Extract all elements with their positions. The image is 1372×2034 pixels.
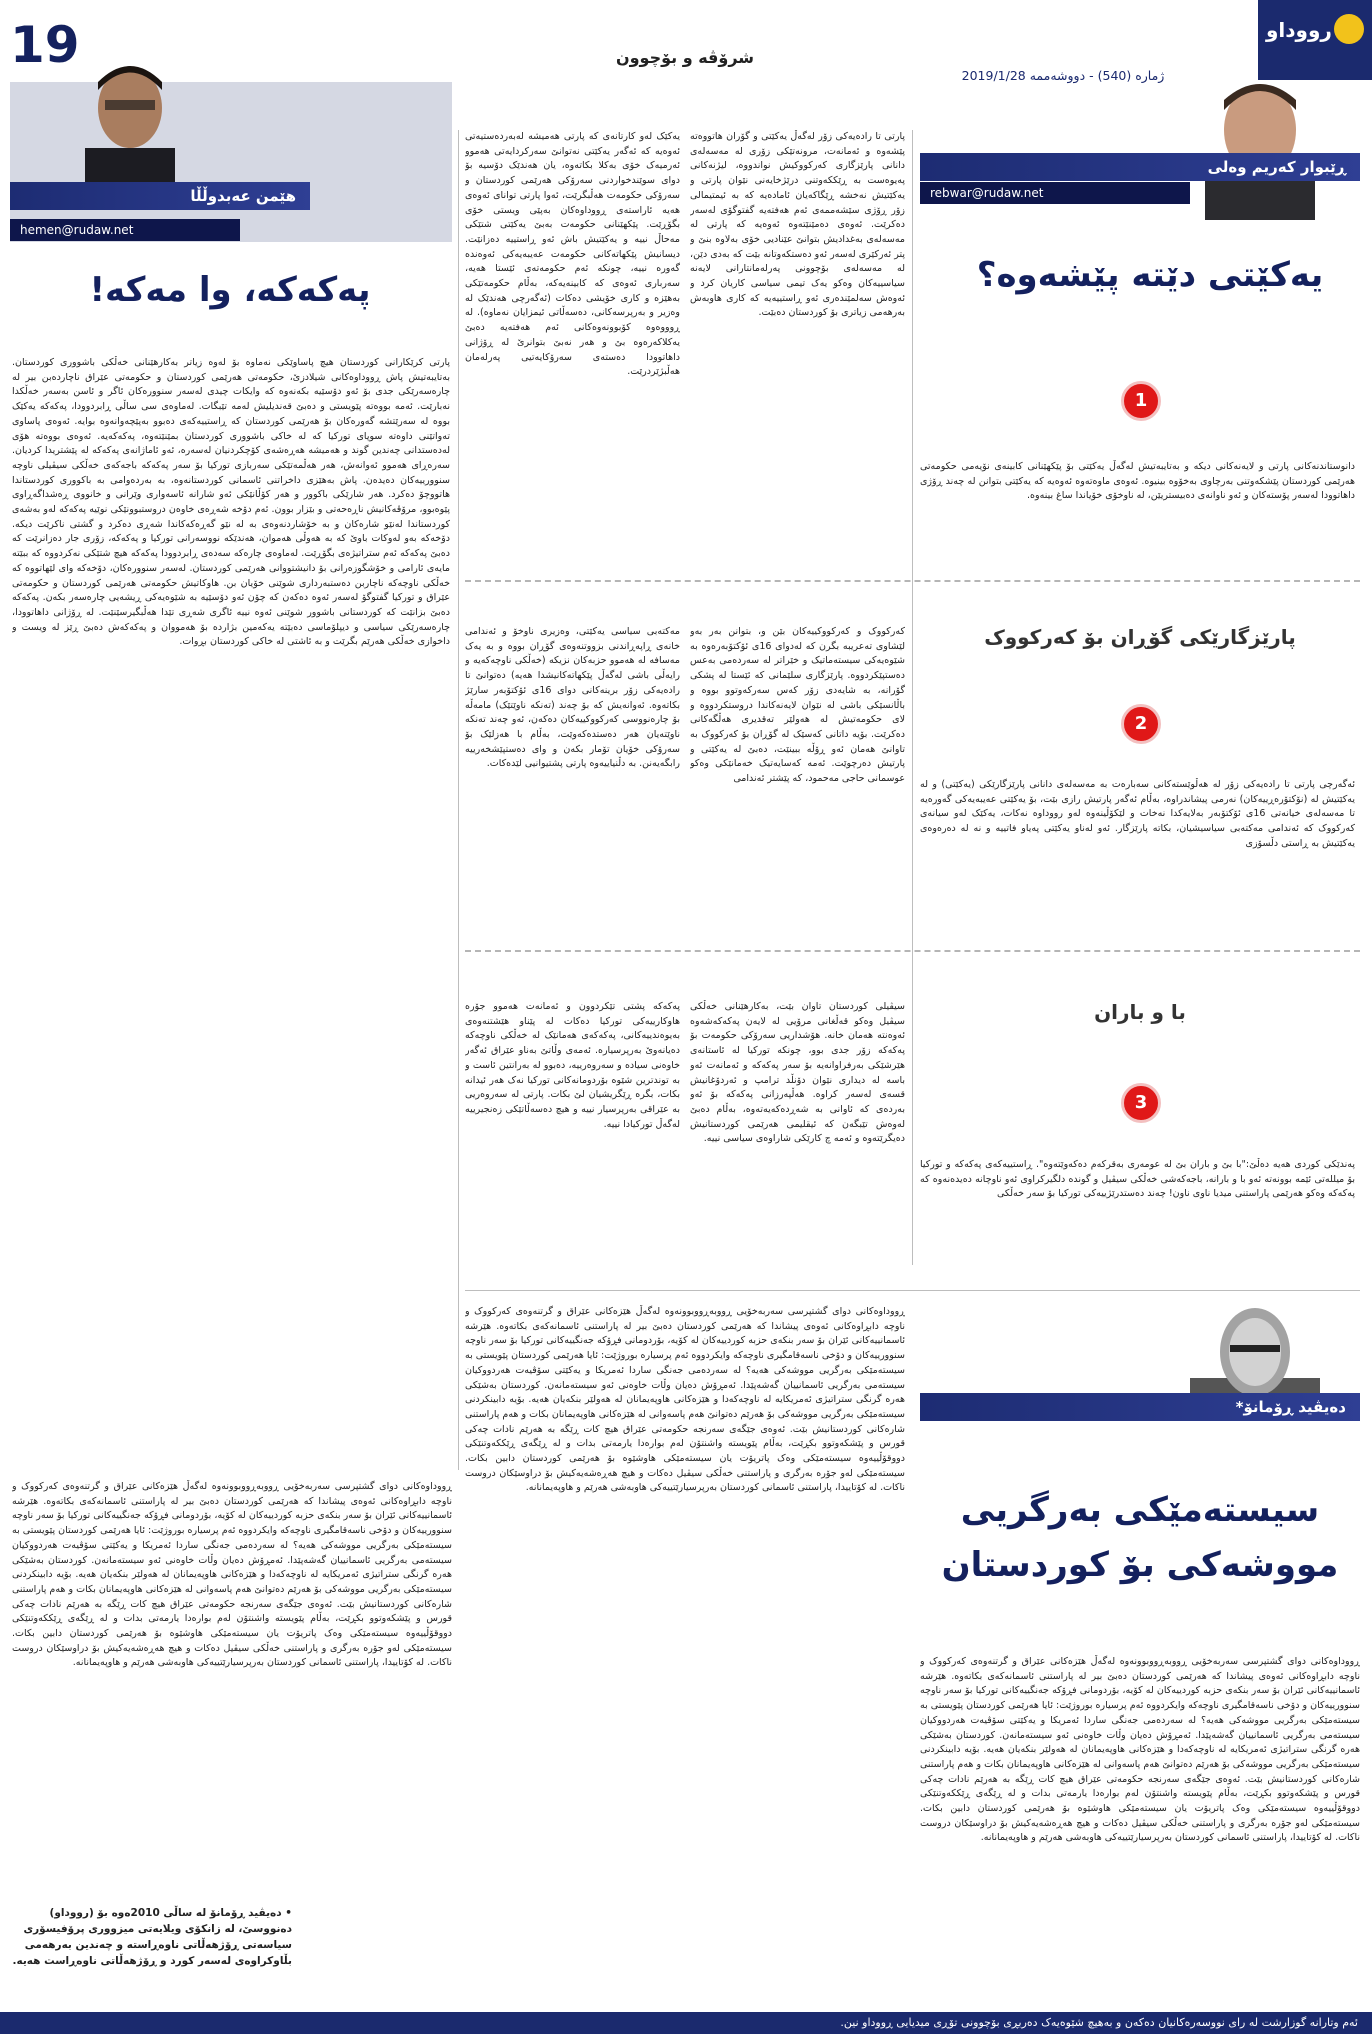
bottom-article-body-left: ڕووداوەکانی دوای گشتپرسی سەربەخۆیی ڕووبەڕووبوونەوە لەگەڵ هێزەکانی عێراق و گرتنەوەی کەرکووک و ناوچە دابڕاوەکانی ئەوەی پیشاندا کە هەرێمی کوردستان دەبێ بیر لە پاراستنی ئاسمانەکەی بکاتەوە. هێرشە ئاسمانییەکانی ئێران بۆ سەر بنکەی حزبە کوردییەکان لە کۆیە، بۆردومانی فڕۆکە جەنگییەکانی تورکیا بۆ سەر ناوچە سنوورییەکان و دۆخی ناسەقامگیری ناوچەکە وایکردووە ئەم پرسیارە بوروژێت: ئایا هەرێمی کوردستان پێویستی بە سیستەمێکی بەرگریی مووشەکی هەیە؟ لە سەردەمی جەنگی ساردا ئەمریکا و یەکێتی سۆڤیەت هەردووکیان سیستەمی بەرگریی ئاسمانییان گەشەپێدا. ئەمڕۆش دەیان وڵات خاوەنی ئەو سیستەمانەن. کوردستان بەشێکی هەرە گرنگی ستراتیژی ئەمریکایە لە ناوچەکەدا و هێزەکانی هاوپەیمانان لە هەولێر بنکەیان هەیە. بۆیە دابینکردنی سیستەمێکی بەرگریی مووشەکی بۆ هەرێم دەتوانێ هەم پاسەوانی لە هێزەکانی هاوپەیمانان بکات و هەم پاراستنی شارەکانی کوردستانیش بێت. ئەوەی جێگەی سەرنجە حکومەتی عێراق هیچ کات ڕێگە بە هەرێم نادات چەکی قورس و پێشکەوتوو بکڕێت، بەڵام پێویستە واشنتۆن لەم بوارەدا یارمەتی بدات و لە ڕێگەی ڕێککەوتنێکی دووقۆڵییەوە سیستەمێکی وەک پاتریۆت یان سیستەمێکی هاوشێوە بۆ هەرێمی کوردستان دابین بکات. سیستەمێکی لەو جۆرە بەرگری و پاراستنی خەڵکی سیڤیل دەکات و هیچ هەڕەشەیەکیش بۆ دراوسێکان دروست ناکات. لە کۆتاییدا، پاراستنی ئاسمانی کوردستان بەرپرسیارێتییەکی هاوبەشی هەرێم و هاوپەیمانانە. xyxy=(12,1481,452,1669)
section-number-2: 2 xyxy=(1121,704,1161,744)
divider xyxy=(465,950,1360,952)
author-email-bar-main xyxy=(920,182,1190,204)
section2-heading: پارێزگارێکی گۆڕان بۆ کەرکووک xyxy=(984,625,1296,649)
section-number-3: 3 xyxy=(1121,1083,1161,1123)
section3-heading: با و باران xyxy=(1094,1000,1186,1024)
divider xyxy=(465,580,1360,582)
left-article-body: پارتی کرێکارانی کوردستان هیچ پاساوێکی نەماوە بۆ لەوە زیاتر بەکارهێنانی خەڵکی باشووری کوردستان. بەتایبەتیش پاش ڕووداوەکانی شیلادزێ، حکومەتی هەرێمی کوردستان و حکومەتی عێراق ناچاردەبن بیر لە چارەسەرێکی جدی بۆ ئەو دۆسێیە بکەنەوە کە وایکات چیدی لەسەر سنوورەکان ئاگر و ئاسن بەسەر خەڵکدا نەبارێت. ئەمە بووەتە پێویستی و دەبێ قەندیلیش لەمە تێبگات. لەماوەی سی ساڵی ڕابردوودا، پەکەکە یەکێک بووە لە سەرێتشە گەورەکان بۆ هەرێمی کوردستان کە ڕاستییەکەی دەبوو بەپێچەوانەوە بوایە. ئەوەی پاساوی تەواتێنی داوەتە سوپای تورکیا کە لە خاکی باشووری کوردستان بمێنێتەوە، پەکەکەیە. ئەوەی بووەتە هۆی لەدەستدانی چەندین گوند و هەمیشە هەڕەشەی کۆچکردنیان لەسەرە، ئەو ئاماژانەی پەکەکە لە پێشتریدا کردیان. سەرەڕای هەموو ئەوانەش، هەر هەڵمەتێکی سەربازی تورکیا بۆ سەر پەکەکە باجەکەی خەڵکی سیڤیلی ناوچە سنوورییەکان دەیدەن. پاش بەهێزی داخراتنی ئاسمانی کوردستانەوە، بە بەردەوامی بە باکووری کوردستاندا هاتووچۆ دەکرد. هەر شارێکی باکوور و هەر کۆڵانێکی ئەو شارانە ئاسەواری وێرانی و خانووی ڕەشداگەڕاوی پێوەبوو، مرۆڤەکانیش ناڕەحەتی و بێزار بوون. ئەم دۆخە شەڕەی خاوەن دروستبوونێکی نوێیە پەکەکە لەو بەشەی کوردستاندا لەنێو شارەکان و بە خۆشاردنەوەی بە لە نێو گەڕەکەکاندا شەڕی دەکرد و گشتی ناکرێت دیکە. دۆخەکە بەو لەوکات باوێ کە بە هەوڵی هەموان، هەندێکە نووسەرانی تورکیا و پەکەکە، زۆری جار دەزانرێت کە دەبێ پەکەکە ئەم ستراتیژەی بگۆڕێت. لەماوەی چارەکە سەدەی ڕابردوودا پەکەکە هیچ شتێکی نەکردووە کە ببێتە مایەی ئارامی و خۆشگوزەرانی بۆ دانیشتووانی هەرێمی کوردستان. لەسەر سنوورەکان، دۆخەکە وای لێهاتووە کە خەڵکی ناوچەکە ناچاربن دەستبەرداری شوێنی خۆیان بن. هاوکاتیش حکومەتی هەرێمی کوردستان و حکومەتی عێراق و تورکیا گفتوگۆ لەسەر ئەوە دەکەن کە چۆن ئەو دۆسێیە بە شێوەیەکی ڕیشەیی چارەسەر بکەن. پەکەکە دەبێ بزانێت کە کوردستانی باشوور شوێنی ئەوە نییە ئاگری شەڕی تێدا هەڵبگیرسێنێت. لە ڕۆژانی داهاتوودا، چارەسەرێکی سیاسی و دیپلۆماسی دەبێتە یەکەمین بژاردە بۆ هەمووان و پەکەکەش دەبێ ڕێز لە ویست و داخوازی خەڵکی هەرێم بگرێت و بە ئاشتی لە خاکی کوردستان بڕوات. xyxy=(12,357,450,648)
logo-text: رووداو xyxy=(1266,18,1332,42)
author-email-bar-left xyxy=(10,219,240,241)
author-name-main: ڕێبوار کەریم وەلی xyxy=(1207,158,1346,176)
section3-col-left: پەکەکە پشتی تێکردوون و ئەمانەت هەموو جۆرە هاوکارییەکی تورکیا دەکات لە پێناو هێشتنەوەی بەیوەندییەکانی، پەکەکەی هەمانێک لە خەڵکی ناوچەکە دەیانەوێ بەرپرسیارە. ئەمەی وڵاتێ بەناو عێراق ئەگەر خاوەنی سیادە و سەروەرییە، دەبوو لە بەرانتین ئاست و بە توندترین شێوە بۆردومانەکانی تورکیا نەک هەر ئیدانە بکات، بگرە ڕێگریشیان لێ بکات. پارتی لە سەروەریی بە عێراقی بەرپرسیار نییە و هیچ دەسەڵاتێکی زەنجیرییە لەگەڵ تورکیادا نییە. xyxy=(465,1001,680,1130)
section2-col-mid: کەرکووک و کەرکووکییەکان بێن و، بتوانن بەر بەو لێشاوی تەعریبە بگرن کە لەدوای 16ی ئۆکتۆبەرەوە بە شێوەیەکی سیستەماتیک و خێراتر لە سەردەمی بەعس دەستپێکردووە. پارێزگاری سلێمانی کە ئێستا لە پشکی گۆرانە، بە شایەدی زۆر کەس سەرکەوتوو بووە و باڵانسێکی باشی لە نێوان لایەنەکاندا دروستکردووە و لای حکومەتیش لە هەولێر تەقدیری هەڵگەکانی دەکرێت. بۆیە داتانی کەسێک لە گۆڕان بۆ کەرکووک بە تاوانێ هەمان ئەو ڕۆڵە ببینێت، دەبێ لە یەکێتی و پارتیش دەرچوێت. ئەمە کەسایەتیک خەمانێکی وەکو عوسمانی حاجی مەحمود، کە پێشتر ئەندامی xyxy=(690,626,905,785)
section2-col-right: ئەگەرچی پارتی تا رادەیەکی زۆر لە هەڵوێستەکانی سەبارەت بە مەسەلەی دانانی پارێزگارێکی (یەکێتی) و لە یەکێتیش لە (نۆکتۆرەڕییەکان) نەرمی پیشاندراوە، بەڵام ئەگەر پارتیش رازی بێت، بۆ یەکێتی عەیبەیەکی گەورەیە تا مەسەلەی خیانەتی 16ی ئۆکتۆبەر بەلایەکدا نەخات و لێکۆڵینەوە لەو رووداوە نەکات، یەکێک لەو سیانەی کەرکووک کە ئەندامی مەکتەبی سیاسیشیان، بکاتە پارێزگار. ئەو لەناو یەکێتی پەیاو فاتییە و نە لە دەرەوەی یەکێتیش بە ڕاستی دڵسۆزی xyxy=(920,779,1355,849)
author-name-left: هێمن عەبدوڵڵا xyxy=(190,187,296,205)
author-name-bar-left xyxy=(10,182,310,210)
column-divider xyxy=(912,130,913,1265)
portrait-hemen xyxy=(55,50,205,185)
author-photo-hemen xyxy=(55,50,205,185)
issue-info: ژمارە (540) - دووشەممە 2019/1/28 xyxy=(961,68,1165,83)
bottom-divider xyxy=(465,1290,1360,1291)
main-article-title: یەکێتی دێتە پێشەوە؟ xyxy=(976,255,1324,295)
column-divider xyxy=(458,130,459,1470)
section-number-1: 1 xyxy=(1121,381,1161,421)
footer-disclaimer: ئەم وتارانە گوزارشت لە رای نووسەرەکانیان دەکەن و بەهیچ شێوەیەک دەربڕی بۆچوونی تۆڕی میدیایی ڕووداو نین. xyxy=(840,2016,1358,2029)
portrait-rebwar xyxy=(1190,60,1330,220)
section3-col-mid: سیڤیلی کوردستان تاوان بێت، بەکارهێنانی خەڵکی سیڤیل وەکو قەڵغانی مرۆیی لە لایەن پەکەکەشەوە ئەوەنتە هەمان خانە. هۆشداریی سەرۆکی حکومەت بۆ پەکەکە زۆر جدی بوو، چونکە تورکیا لە ئاستانەی هێرشێکی بەرفراوانەیە بۆ سەر پەکەکە و ئەمانەت ئەو باسە لە دیداری نێوان دۆنڵد ترامپ و ئەردۆغانیش قسەی لەسەر کراوە. هەڵپەرزانی پەکەکە بۆ ئەو بەردەی کە ئاوانی بە شەڕدەکەیەتەوە، بەڵام دەبێ لەوەش تێبگەن کە ئیقلیمی هەرێمی کوردستانیش دەیگرێتەوە و ئەمە چ کارێکی شاراوەی سیاسی نییە. xyxy=(690,1001,905,1145)
author-name-bar-main xyxy=(920,153,1360,181)
section-title: شرۆڤە و بۆچوون xyxy=(615,48,755,67)
section3-col-right: پەندێکی کوردی هەیە دەڵێ:"با بێ و باران بێ لە عومەری بەقرکەم دەکەوێتەوە". ڕاستییەکەی پەکەکە و تورکیا بۆ میللەتی ئێمە بوونەتە ئەو با و بارانە، باجەکەشی خەڵکی سیڤیل و گوندە دلگیرکراوی ئەو ناوچانە دەیدەنەوە کە پەکەکە وەکو هەرێمی پاراستنی میدیا ناوی ناون! چەند دەستدرێژییەکی تورکیا بۆ سەر خەڵکی xyxy=(920,1159,1355,1200)
bottom-article-body-mid: ڕووداوەکانی دوای گشتپرسی سەربەخۆیی ڕووبەڕووبوونەوە لەگەڵ هێزەکانی عێراق و گرتنەوەی کەرکووک و ناوچە دابڕاوەکانی ئەوەی پیشاندا کە هەرێمی کوردستان دەبێ بیر لە پاراستنی ئاسمانەکەی بکاتەوە. هێرشە ئاسمانییەکانی ئێران بۆ سەر بنکەی حزبە کوردییەکان لە کۆیە، بۆردومانی فڕۆکە جەنگییەکانی تورکیا بۆ سەر ناوچە سنوورییەکان و دۆخی ناسەقامگیری ناوچەکە وایکردووە ئەم پرسیارە بوروژێت: ئایا هەرێمی کوردستان پێویستی بە سیستەمێکی بەرگریی مووشەکی هەیە؟ لە سەردەمی جەنگی ساردا ئەمریکا و یەکێتی سۆڤیەت هەردووکیان سیستەمی بەرگریی ئاسمانییان گەشەپێدا. ئەمڕۆش دەیان وڵات خاوەنی ئەو سیستەمانەن. کوردستان بەشێکی هەرە گرنگی ستراتیژی ئەمریکایە لە ناوچەکەدا و هێزەکانی هاوپەیمانان لە هەولێر بنکەیان هەیە. بۆیە دابینکردنی سیستەمێکی بەرگریی مووشەکی بۆ هەرێم دەتوانێ هەم پاسەوانی لە هێزەکانی هاوپەیمانان بکات و هەم پاراستنی شارەکانی کوردستانیش بێت. ئەوەی جێگەی سەرنجە حکومەتی عێراق هیچ کات ڕێگە بە هەرێم نادات چەکی قورس و پێشکەوتوو بکڕێت، بەڵام پێویستە واشنتۆن لەم بوارەدا یارمەتی بدات و لە ڕێگەی ڕێککەوتنێکی دووقۆڵییەوە سیستەمێکی وەک پاتریۆت یان سیستەمێکی هاوشێوە بۆ هەرێمی کوردستان دابین بکات. سیستەمێکی لەو جۆرە بەرگری و پاراستنی خەڵکی سیڤیل دەکات و هیچ هەڕەشەیەکیش بۆ دراوسێکان دروست ناکات. لە کۆتاییدا، پاراستنی ئاسمانی کوردستان بەرپرسیارێتییەکی هاوبەشی هەرێم و هاوپەیمانانە. xyxy=(465,1306,905,1494)
section1-col-left: یەکێک لەو کارتانەی کە پارتی هەمیشە لەبەردەستیەتی ئەوەیە کە ئەگەر یەکێتی نەتوانێ سەرکردایەتی هەموو ئەرمیەک خۆی بەکلا بکاتەوە، یان هەندێک دۆسیە بۆ دوای سوێندخواردنی سەرۆکی هەرێمی کوردستان و سەرۆکی حکومەت هەڵبگرێت، ئەوا پارتی توانای ئەوەی هەیە ئاراستەی ڕووداوەکان بەپێی ویستی خۆی بگۆڕێت. پێکهێنانی حکومەت بەبێ یەکێتی شتێکی مەحاڵ نییە و یەکێتیش باش ئەو ڕاستییە دەزانێت. دیسانیش پێکهاتەکانی حکومەت عەیبەیەکی ئەوەندە گەورە نییە، چونکە ئەم حکومەتەی ئێستا هەیە، سەرباری ئەوەی کە کابینەیەکە، بەڵام حکومەتێکی بەهێزە و کاری خۆیشی دەکات (ئەگەرچی هەندێک لە وەزیر و بەرپرسەکانی، دەسەڵاتی ئیمزایان نەماوە). لە ڕوووەوە کۆبوونەوەکانی ئەم هەفتەیە دەبێ یەکلاکەرەوە بێ و هەر نەبێ بتوانرێ لە ڕۆژانی داهاتوودا دەستەی سەرۆکایەتیی پەرلەمان هەڵبژێردرێت. xyxy=(465,131,680,378)
author-name-bar-bottom xyxy=(920,1393,1360,1421)
author-bio: • دەیڤید ڕۆمانۆ لە ساڵی 2010ەوە بۆ (رووداو) دەنووسێ، لە زانکۆی ویلایەتی میزووری پرۆفیسۆری سیاسەتی ڕۆژهەڵاتی ناوەڕاستە و چەندین بەرهەمی بڵاوکراوەی لەسەر کورد و ڕۆژهەڵاتی ناوەڕاست هەیە. xyxy=(12,1907,292,1967)
author-photo-rebwar xyxy=(1190,60,1330,220)
footer-bar xyxy=(0,2012,1372,2034)
left-article-title: پەکەکە، وا مەکە! xyxy=(89,270,371,310)
author-email-left[interactable]: hemen@rudaw.net xyxy=(20,223,134,237)
section1-col-mid: پارتی تا رادەیەکی زۆر لەگەڵ یەکێتی و گۆران هاتووەتە پێشەوە و ئەمانەت، مرونەتێکی زۆری لە مەسەلەی دانانی پارێزگاری کەرکووکیش نواندووە، لیژنەکانی پەیوەست بە ڕێککەوتنی درێژخایەنی نێوان پارتی و یەکێتیش نەخشە ڕێگاکەیان ئامادەیە کە بە ئیمتیمالی زۆر ڕۆژی سێشەممەی ئەم هەفتەیە گفتوگۆی لەسەر دەکرێت. ئەوەی دەمێنێتەوە ئەوەیە کە پارتی لە مەسەلەی بەغدادیش بتوانێ عێنادیی خۆی بەلاوە بنێ و پتر ئەرکێری لەسەر ئەو دەستکەوتانە بێت کە بەدی دێن، لە مەسەلەی بۆچوونی پەرلەمانتارانی لایەنە سیاسییەکان وەکو یەک تیمی سیاسی کاریان کرد و ئەوەش سەلمێندەری ئەو ڕاستییەیە کە کاری هاوبەش بەرهەمی زیاتری بۆ کوردستان دەبێت. xyxy=(690,131,905,319)
page-number: 19 xyxy=(10,16,80,74)
sunburst-icon xyxy=(1334,14,1364,44)
bottom-article-body-right: ڕووداوەکانی دوای گشتپرسی سەربەخۆیی ڕووبەڕووبوونەوە لەگەڵ هێزەکانی عێراق و گرتنەوەی کەرکووک و ناوچە دابڕاوەکانی ئەوەی پیشاندا کە هەرێمی کوردستان دەبێ بیر لە پاراستنی ئاسمانەکەی بکاتەوە. هێرشە ئاسمانییەکانی ئێران بۆ سەر بنکەی حزبە کوردییەکان لە کۆیە، بۆردومانی فڕۆکە جەنگییەکانی تورکیا بۆ سەر ناوچە سنوورییەکان و دۆخی ناسەقامگیری ناوچەکە وایکردووە ئەم پرسیارە بوروژێت: ئایا هەرێمی کوردستان پێویستی بە سیستەمێکی بەرگریی مووشەکی هەیە؟ لە سەردەمی جەنگی ساردا ئەمریکا و یەکێتی سۆڤیەت هەردووکیان سیستەمی بەرگریی ئاسمانییان گەشەپێدا. ئەمڕۆش دەیان وڵات خاوەنی ئەو سیستەمانەن. کوردستان بەشێکی هەرە گرنگی ستراتیژی ئەمریکایە لە ناوچەکەدا و هێزەکانی هاوپەیمانان لە هەولێر بنکەیان هەیە. بۆیە دابینکردنی سیستەمێکی بەرگریی مووشەکی بۆ هەرێم دەتوانێ هەم پاسەوانی لە هێزەکانی هاوپەیمانان بکات و هەم پاراستنی شارەکانی کوردستانیش بێت. ئەوەی جێگەی سەرنجە حکومەتی عێراق هیچ کات ڕێگە بە هەرێم نادات چەکی قورس و پێشکەوتوو بکڕێت، بەڵام پێویستە واشنتۆن لەم بوارەدا یارمەتی بدات و لە ڕێگەی ڕێککەوتنێکی دووقۆڵییەوە سیستەمێکی وەک پاتریۆت یان سیستەمێکی هاوشێوە بۆ هەرێمی کوردستان دابین بکات. سیستەمێکی لەو جۆرە بەرگری و پاراستنی خەڵکی سیڤیل دەکات و هیچ هەڕەشەیەکیش بۆ دراوسێکان دروست ناکات. لە کۆتاییدا، پاراستنی ئاسمانی کوردستان بەرپرسیارێتییەکی هاوبەشی هەرێم و هاوپەیمانانە. xyxy=(920,1656,1360,1844)
author-name-bottom: دەیڤید ڕۆمانۆ* xyxy=(1235,1398,1346,1416)
author-email-main[interactable]: rebwar@rudaw.net xyxy=(930,186,1044,200)
bottom-title-line1: سیستەمێکی بەرگریی xyxy=(960,1490,1320,1530)
page-header xyxy=(0,0,1372,83)
bottom-title-line2: مووشەکی بۆ کوردستان xyxy=(941,1545,1339,1585)
section2-col-left: مەکتەبی سیاسی یەکێتی، وەزیری ناوخۆ و ئەندامی خانەی ڕاپەڕاندنی بزووتنەوەی گۆڕان بووە و بە یەک مەسافە لە هەموو حزبەکان نزیکە (خەڵکی ناوچەکەیە و رایەڵی باشی لەگەڵ پێکهاتەکانیشدا هەیە) دەتوانێ تا رادەیەکی زۆر برینەکانی دوای 16ی ئۆکتۆبەر سارێژ بکاتەوە. ئەوانەیش کە بۆ چەند (تەنکە ناوێتێک) مامەڵە بۆ چارەنووسی کەرکووکییەکان دەکەن، ئەو چەند تەنکە ناوێتەیان هەر دەستدەکەوێت، بەڵام با هەزلێک بۆ سەرۆکی خۆیان تۆمار بکەن و وای دەستپێشخەرییە رابگەیەنن. بە دڵنیاییەوە پارتی پشتیوانیی لێدەکات. xyxy=(465,626,680,770)
section1-col-right: دانوستاندنەکانی پارتی و لایەنەکانی دیکە و بەتایبەتیش لەگەڵ یەکێتی بۆ پێکهێنانی کابینەی نۆیەمی حکومەتی هەرێمی کوردستان پێشکەوتنی بەرچاوی بەخۆوە بینیوە. ئەوەی ماوەتەوە ئەوەیە کە یەکێتی بتوانن لە چەند ڕۆژی داهاتوودا لەسەر پۆستەکان و ئەو ناوانەی دەبیستریێن، لە ناوخۆی خۆیاندا ساغ بینەوە. xyxy=(920,461,1355,502)
